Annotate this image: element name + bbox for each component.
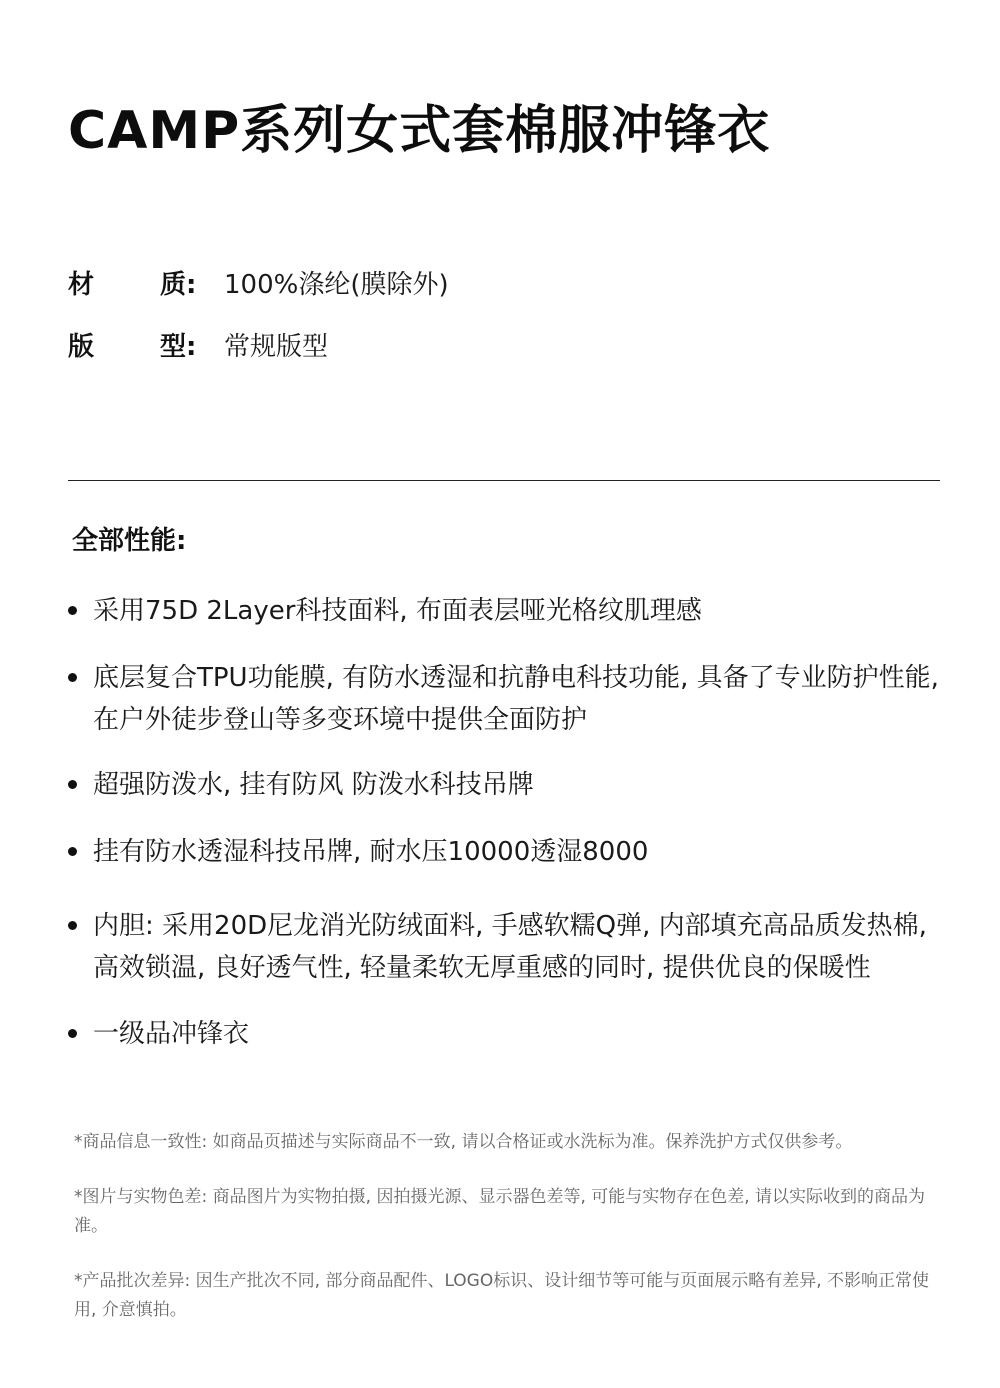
- spec-fit: [68, 326, 328, 363]
- feature-item: [68, 657, 948, 741]
- spec-fit-label-first: 版: [68, 332, 95, 362]
- disclaimer-notes: [74, 1128, 944, 1351]
- section-divider: [68, 480, 940, 481]
- product-title: CAMP系列女式套棉服冲锋衣: [68, 101, 771, 161]
- note-consistency: *商品信息一致性: 如商品页描述与实际商品不一致, 请以合格证或水洗标为准。保养洗护方式仅供参考。: [74, 1132, 853, 1152]
- spec-fit-value: 常规版型: [224, 332, 329, 362]
- feature-item: [68, 831, 948, 873]
- feature-text: 挂有防水透湿科技吊牌, 耐水压10000透湿8000: [93, 837, 649, 867]
- bullet-dot-icon: [68, 673, 77, 682]
- note-color-difference: *图片与实物色差: 商品图片为实物拍摄, 因拍摄光源、显示器色差等, 可能与实物存在色差, 请以实际收到的商品为准。: [74, 1187, 926, 1236]
- spec-material-label-first: 材: [68, 270, 95, 300]
- feature-text: 一级品冲锋衣: [93, 1019, 250, 1049]
- feature-item: [68, 590, 948, 632]
- feature-text: 超强防泼水, 挂有防风 防泼水科技吊牌: [93, 770, 534, 800]
- spec-material: [68, 264, 449, 301]
- feature-text: 底层复合TPU功能膜, 有防水透湿和抗静电科技功能, 具备了专业防护性能, 在户外徒步登山等多变环境中提供全面防护: [93, 663, 939, 735]
- spec-material-label-second: 质:: [160, 270, 197, 300]
- features-list: [68, 590, 948, 1055]
- note-batch-difference: *产品批次差异: 因生产批次不同, 部分商品配件、LOGO标识、设计细节等可能与页面展示略有差异, 不影响正常使用, 介意慎拍。: [74, 1271, 930, 1320]
- spec-fit-label-second: 型:: [160, 332, 197, 362]
- feature-item: [68, 764, 948, 806]
- bullet-dot-icon: [68, 921, 77, 930]
- feature-text: 内胆: 采用20D尼龙消光防绒面料, 手感软糯Q弹, 内部填充高品质发热棉, 高效锁温, 良好透气性, 轻量柔软无厚重感的同时, 提供优良的保暖性: [93, 911, 927, 983]
- bullet-dot-icon: [68, 780, 77, 789]
- bullet-dot-icon: [68, 1029, 77, 1038]
- spec-material-value: 100%涤纶(膜除外): [224, 270, 449, 300]
- features-heading: 全部性能:: [72, 526, 187, 556]
- bullet-dot-icon: [68, 847, 77, 856]
- bullet-dot-icon: [68, 606, 77, 615]
- feature-item: [68, 1013, 948, 1055]
- feature-item: [68, 905, 948, 989]
- feature-text: 采用75D 2Layer科技面料, 布面表层哑光格纹肌理感: [93, 596, 702, 626]
